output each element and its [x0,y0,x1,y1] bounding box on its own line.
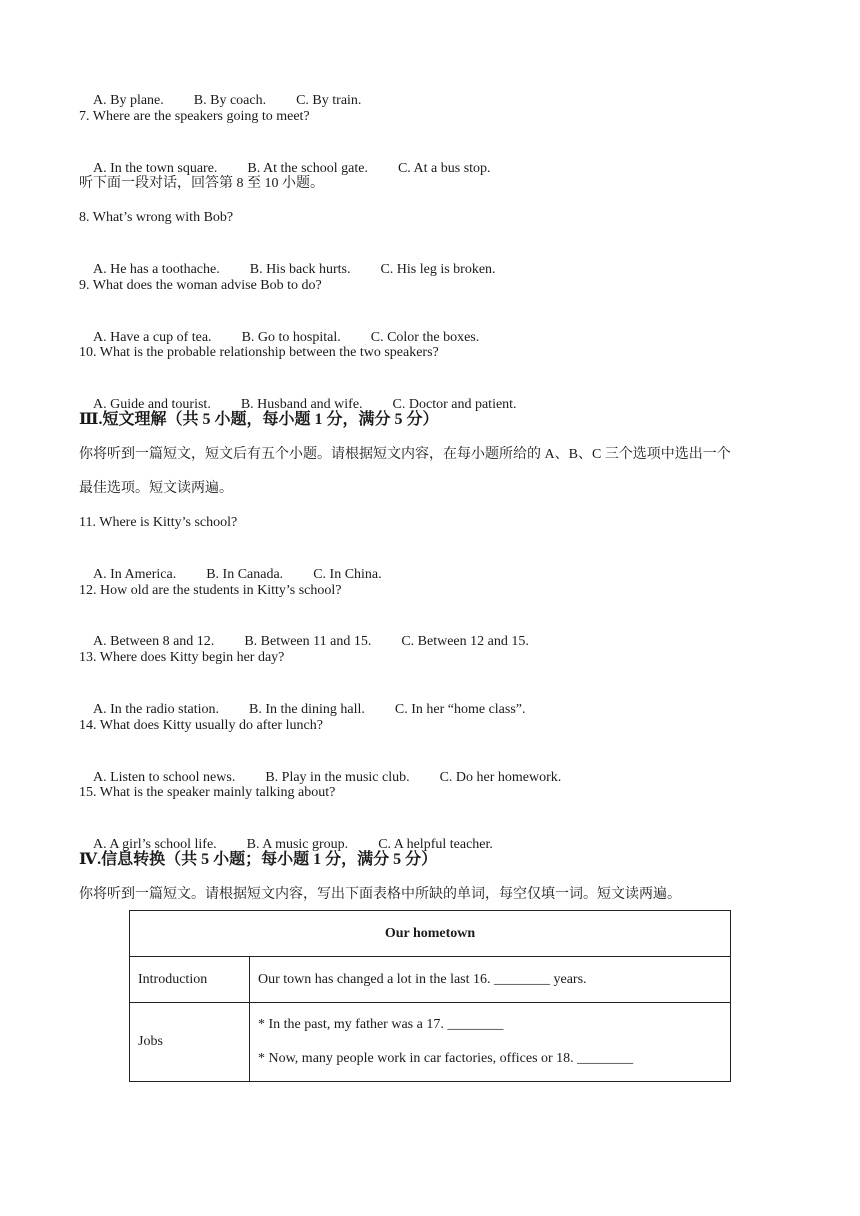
option-b: B. Husband and wife. [240,397,363,412]
option-c: C. Doctor and patient. [392,397,517,412]
q9-question: 9. What does the woman advise Bob to do? [79,278,322,293]
q13-question: 13. Where does Kitty begin her day? [79,650,285,665]
option-b: B. In the dining hall. [248,702,365,717]
option-b: B. Between 11 and 15. [244,634,372,649]
option-a: A. He has a toothache. [93,262,220,277]
jobs-line-past: * In the past, my father was a 17. ________ [258,1017,504,1032]
section3-instruction-line2: 最佳选项。短文读两遍。 [79,481,233,496]
option-a: A. A girl’s school life. [93,837,217,852]
q11-question: 11. Where is Kitty’s school? [79,515,238,530]
option-c: C. In China. [313,567,382,582]
option-a: A. Have a cup of tea. [93,330,212,345]
option-c: C. In her “home class”. [394,702,526,717]
option-b: B. In Canada. [206,567,284,582]
q12-question: 12. How old are the students in Kitty’s school? [79,583,342,598]
option-c: C. By train. [296,93,362,108]
q8-question: 8. What’s wrong with Bob? [79,210,234,225]
option-a: A. Between 8 and 12. [93,634,215,649]
option-b: B. Play in the music club. [265,770,410,785]
option-b: B. At the school gate. [247,161,368,176]
q15-question: 15. What is the speaker mainly talking about? [79,785,336,800]
section3-instruction-line1: 你将听到一篇短文，短文后有五个小题。请根据短文内容，在每小题所给的 A、B、C 三个选项中选出一个 [79,447,731,462]
section4-heading: Ⅳ.信息转换（共 5 小题；每小题 1 分，满分 5 分） [79,851,438,868]
table-header-row [130,911,731,957]
table-row [130,957,731,1003]
option-a: A. In America. [93,567,177,582]
table-title: Our hometown [130,911,731,957]
option-c: C. Do her homework. [439,770,562,785]
option-a: A. In the town square. [93,161,218,176]
option-c: C. His leg is broken. [380,262,496,277]
option-b: B. By coach. [193,93,267,108]
option-a: A. In the radio station. [93,702,219,717]
q10-question: 10. What is the probable relationship between the two speakers? [79,345,439,360]
row-text-introduction: Our town has changed a lot in the last 16. ________ years. [250,957,731,1003]
option-b: B. Go to hospital. [241,330,341,345]
option-a: A. Listen to school news. [93,770,236,785]
option-c: C. A helpful teacher. [378,837,493,852]
row-cell-jobs [250,1003,731,1082]
jobs-line-now: * Now, many people work in car factories, offices or 18. ________ [258,1051,634,1066]
row-label-introduction: Introduction [130,957,250,1003]
hometown-table [129,910,731,1082]
section4-instruction: 你将听到一篇短文。请根据短文内容，写出下面表格中所缺的单词，每空仅填一词。短文读两遍。 [79,887,681,902]
option-a: A. Guide and tourist. [93,397,211,412]
q7-question: 7. Where are the speakers going to meet? [79,109,310,124]
option-b: B. His back hurts. [249,262,351,277]
row-label-jobs: Jobs [130,1003,250,1082]
section3-heading: Ⅲ.短文理解（共 5 小题，每小题 1 分，满分 5 分） [79,411,439,428]
option-c: C. At a bus stop. [397,161,491,176]
option-c: C. Between 12 and 15. [401,634,529,649]
dialogue-instruction: 听下面一段对话，回答第 8 至 10 小题。 [79,176,324,191]
option-b: B. A music group. [246,837,349,852]
q14-question: 14. What does Kitty usually do after lunch? [79,718,323,733]
table-row [130,1003,731,1082]
option-a: A. By plane. [93,93,164,108]
option-c: C. Color the boxes. [370,330,480,345]
